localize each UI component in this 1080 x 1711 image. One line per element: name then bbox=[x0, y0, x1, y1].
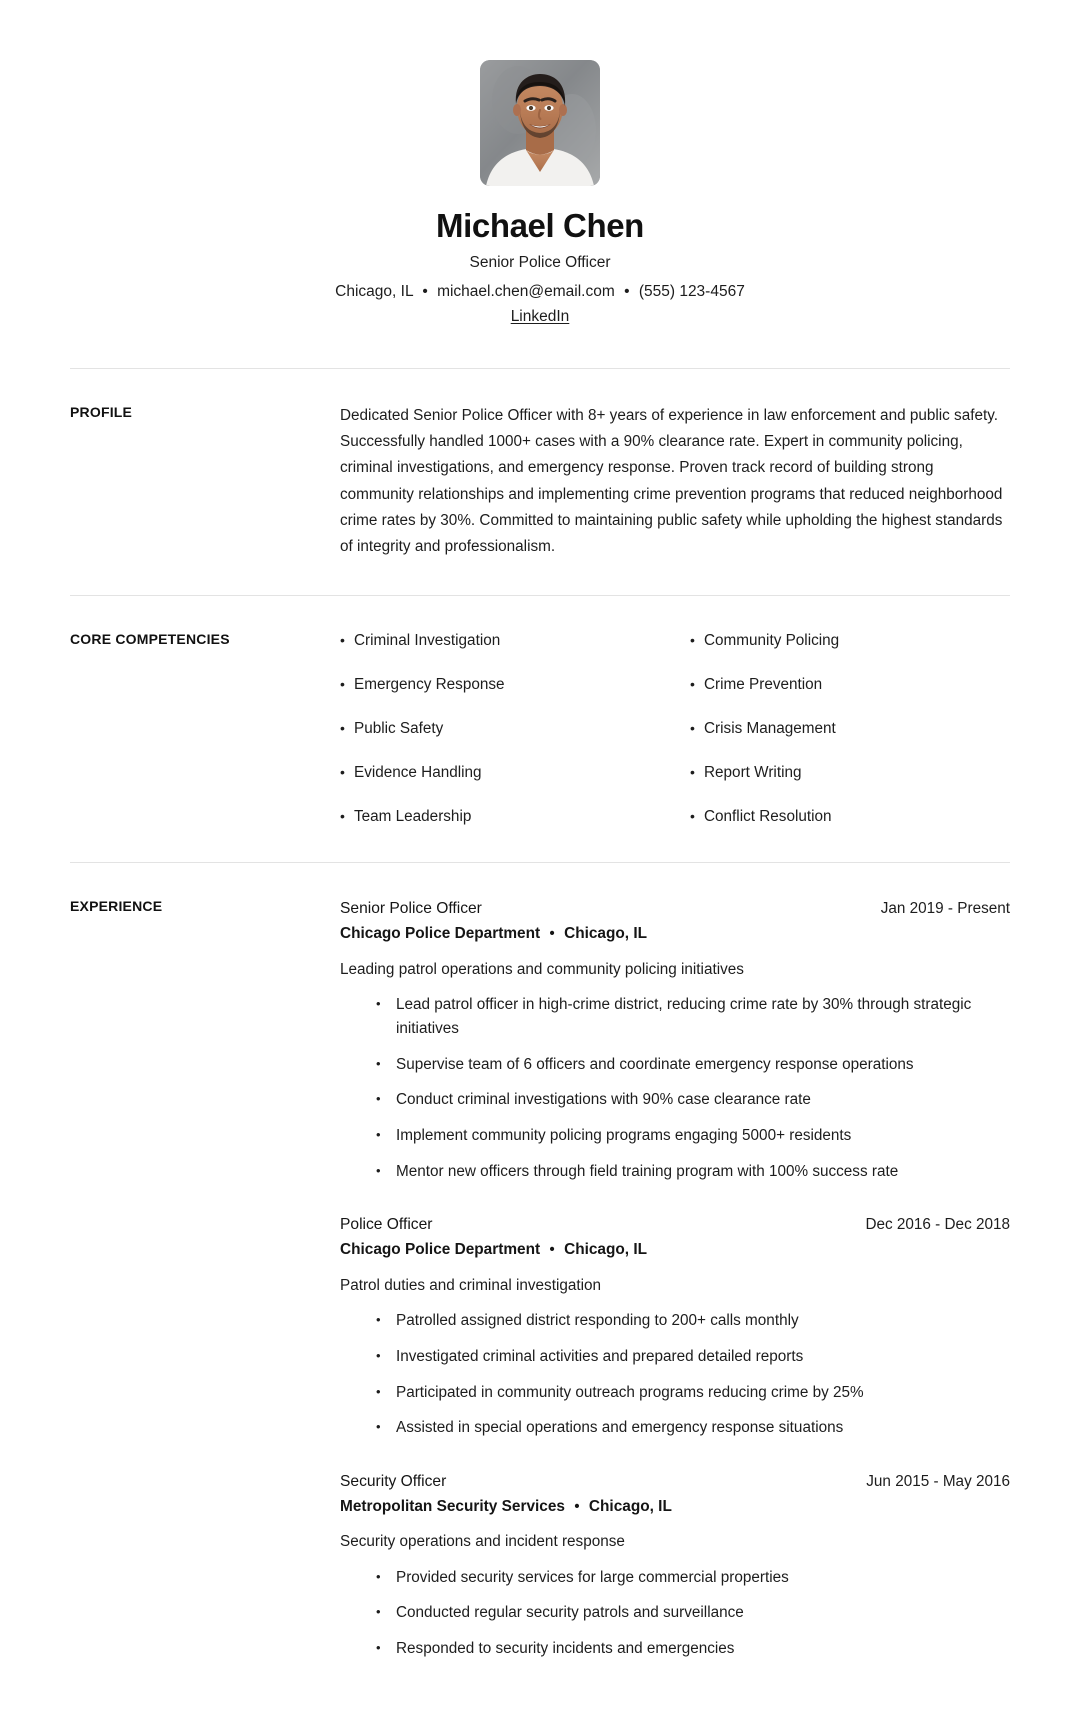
bullet-icon: • bbox=[376, 1640, 381, 1656]
section-body-core-competencies bbox=[340, 630, 1010, 829]
experience-entry bbox=[340, 1470, 1010, 1661]
list-item bbox=[376, 1053, 1010, 1077]
bullet-text: Conduct criminal investigations with 90% case clearance rate bbox=[396, 1091, 811, 1109]
job-location: Chicago, IL bbox=[564, 1241, 648, 1259]
skill-label: Conflict Resolution bbox=[704, 808, 832, 826]
bullet-text: Patrolled assigned district responding to 200+ calls monthly bbox=[396, 1312, 799, 1330]
experience-entry-header bbox=[340, 1470, 1010, 1494]
list-item bbox=[340, 806, 660, 828]
separator-dot: • bbox=[574, 1497, 580, 1515]
bullet-text: Assisted in special operations and emergency response situations bbox=[396, 1419, 844, 1437]
list-item bbox=[340, 762, 660, 806]
bullet-icon: • bbox=[376, 1604, 381, 1620]
job-bullet-list bbox=[340, 1566, 1010, 1661]
skills-grid bbox=[340, 630, 1010, 829]
separator-dot: • bbox=[624, 282, 630, 300]
bullet-icon: • bbox=[690, 675, 695, 692]
bullet-icon: • bbox=[340, 808, 345, 825]
bullet-icon: • bbox=[690, 764, 695, 781]
job-company-line bbox=[340, 1495, 1010, 1519]
job-title: Senior Police Officer bbox=[340, 900, 482, 918]
experience-entry bbox=[340, 1213, 1010, 1440]
job-location: Chicago, IL bbox=[588, 1497, 672, 1515]
list-item bbox=[376, 1637, 1010, 1661]
bullet-text: Implement community policing programs engaging 5000+ residents bbox=[396, 1126, 852, 1144]
skill-label: Team Leadership bbox=[354, 808, 472, 826]
contact-location: Chicago, IL bbox=[335, 282, 413, 300]
bullet-icon: • bbox=[376, 1091, 381, 1107]
bullet-icon: • bbox=[376, 1055, 381, 1071]
list-item bbox=[690, 630, 1010, 674]
list-item bbox=[340, 718, 660, 762]
skill-label: Community Policing bbox=[704, 631, 840, 649]
contact-line bbox=[70, 280, 1010, 304]
list-item bbox=[690, 718, 1010, 762]
job-bullet-list bbox=[340, 1309, 1010, 1440]
list-item bbox=[376, 1345, 1010, 1369]
bullet-icon: • bbox=[340, 675, 345, 692]
avatar bbox=[480, 60, 600, 186]
job-title: Security Officer bbox=[340, 1472, 447, 1490]
list-item bbox=[340, 630, 660, 674]
bullet-icon: • bbox=[690, 719, 695, 736]
list-item bbox=[376, 1309, 1010, 1333]
photo-container bbox=[70, 60, 1010, 186]
bullet-icon: • bbox=[376, 1347, 381, 1363]
job-dates: Jun 2015 - May 2016 bbox=[866, 1472, 1010, 1490]
experience-entry bbox=[340, 897, 1010, 1183]
list-item bbox=[376, 1566, 1010, 1590]
job-title: Police Officer bbox=[340, 1216, 433, 1234]
bullet-icon: • bbox=[376, 1383, 381, 1399]
contact-phone[interactable]: (555) 123-4567 bbox=[638, 282, 745, 300]
list-item bbox=[376, 1601, 1010, 1625]
linkedin-link[interactable]: LinkedIn bbox=[510, 307, 570, 325]
list-item bbox=[376, 1381, 1010, 1405]
bullet-icon: • bbox=[340, 631, 345, 648]
bullet-text: Conducted regular security patrols and surveillance bbox=[396, 1604, 744, 1622]
job-company: Chicago Police Department bbox=[340, 925, 541, 943]
separator-dot: • bbox=[422, 282, 428, 300]
list-item bbox=[690, 674, 1010, 718]
job-location: Chicago, IL bbox=[564, 925, 648, 943]
skill-label: Emergency Response bbox=[354, 675, 505, 693]
bullet-text: Investigated criminal activities and prepared detailed reports bbox=[396, 1347, 804, 1365]
bullet-icon: • bbox=[376, 1312, 381, 1328]
list-item bbox=[376, 1124, 1010, 1148]
list-item bbox=[376, 1416, 1010, 1440]
job-company: Chicago Police Department bbox=[340, 1241, 541, 1259]
list-item bbox=[690, 762, 1010, 806]
separator-dot: • bbox=[549, 925, 555, 943]
bullet-text: Participated in community outreach programs reducing crime by 25% bbox=[396, 1383, 864, 1401]
bullet-icon: • bbox=[340, 719, 345, 736]
job-company-line bbox=[340, 922, 1010, 946]
section-label-core-competencies: CORE COMPETENCIES bbox=[70, 630, 230, 647]
job-company: Metropolitan Security Services bbox=[340, 1497, 565, 1515]
bullet-icon: • bbox=[376, 1568, 381, 1584]
skill-label: Crisis Management bbox=[704, 719, 836, 737]
skill-label: Evidence Handling bbox=[354, 764, 482, 782]
skill-label: Crime Prevention bbox=[704, 675, 823, 693]
job-dates: Dec 2016 - Dec 2018 bbox=[865, 1216, 1010, 1234]
job-bullet-list bbox=[340, 993, 1010, 1183]
bullet-icon: • bbox=[376, 1419, 381, 1435]
bullet-icon: • bbox=[376, 1162, 381, 1178]
job-headline: Senior Police Officer bbox=[469, 253, 611, 271]
skill-label: Criminal Investigation bbox=[354, 631, 501, 649]
list-item bbox=[690, 806, 1010, 828]
list-item bbox=[340, 674, 660, 718]
links-line bbox=[70, 305, 1010, 330]
bullet-text: Lead patrol officer in high-crime district, reducing crime rate by 30% through strategic initiatives bbox=[396, 996, 972, 1037]
bullet-icon: • bbox=[690, 631, 695, 648]
page-title: Michael Chen bbox=[436, 207, 644, 244]
resume-header bbox=[70, 60, 1010, 368]
section-core-competencies bbox=[70, 595, 1010, 863]
bullet-text: Mentor new officers through field training program with 100% success rate bbox=[396, 1162, 899, 1180]
job-summary: Leading patrol operations and community policing initiatives bbox=[340, 960, 744, 978]
job-dates: Jan 2019 - Present bbox=[880, 900, 1010, 918]
bullet-icon: • bbox=[376, 996, 381, 1012]
section-label-profile: PROFILE bbox=[70, 403, 133, 420]
experience-entry-header bbox=[340, 897, 1010, 921]
separator-dot: • bbox=[549, 1241, 555, 1259]
experience-entry-header bbox=[340, 1213, 1010, 1237]
section-profile bbox=[70, 368, 1010, 595]
job-summary: Patrol duties and criminal investigation bbox=[340, 1276, 602, 1294]
profile-summary-text: Dedicated Senior Police Officer with 8+ years of experience in law enforcement and public safety. Successfully handled 1000+ cases with a 90% clearance rate. Expert in community policing, criminal investigations, and emergency response. Proven track record of building strong community relationships and implementing crime prevention programs that reduced neighborhood crime rates by 30%. Committed to maintaining public safety while upholding the highest standards of integrity and professionalism. bbox=[340, 406, 1003, 556]
job-summary: Security operations and incident response bbox=[340, 1533, 625, 1551]
bullet-icon: • bbox=[690, 808, 695, 825]
section-body-experience bbox=[340, 897, 1010, 1660]
bullet-text: Provided security services for large commercial properties bbox=[396, 1568, 789, 1586]
bullet-text: Responded to security incidents and emergencies bbox=[396, 1640, 735, 1658]
section-body-profile bbox=[340, 403, 1010, 561]
contact-email[interactable]: michael.chen@email.com bbox=[437, 282, 615, 300]
skill-label: Report Writing bbox=[704, 764, 802, 782]
list-item bbox=[376, 1160, 1010, 1184]
list-item bbox=[376, 1088, 1010, 1112]
job-company-line bbox=[340, 1238, 1010, 1262]
bullet-icon: • bbox=[376, 1126, 381, 1142]
bullet-icon: • bbox=[340, 764, 345, 781]
list-item bbox=[376, 993, 1010, 1040]
section-experience bbox=[70, 862, 1010, 1670]
bullet-text: Supervise team of 6 officers and coordinate emergency response operations bbox=[396, 1055, 914, 1073]
section-label-experience: EXPERIENCE bbox=[70, 898, 163, 915]
skill-label: Public Safety bbox=[354, 719, 444, 737]
